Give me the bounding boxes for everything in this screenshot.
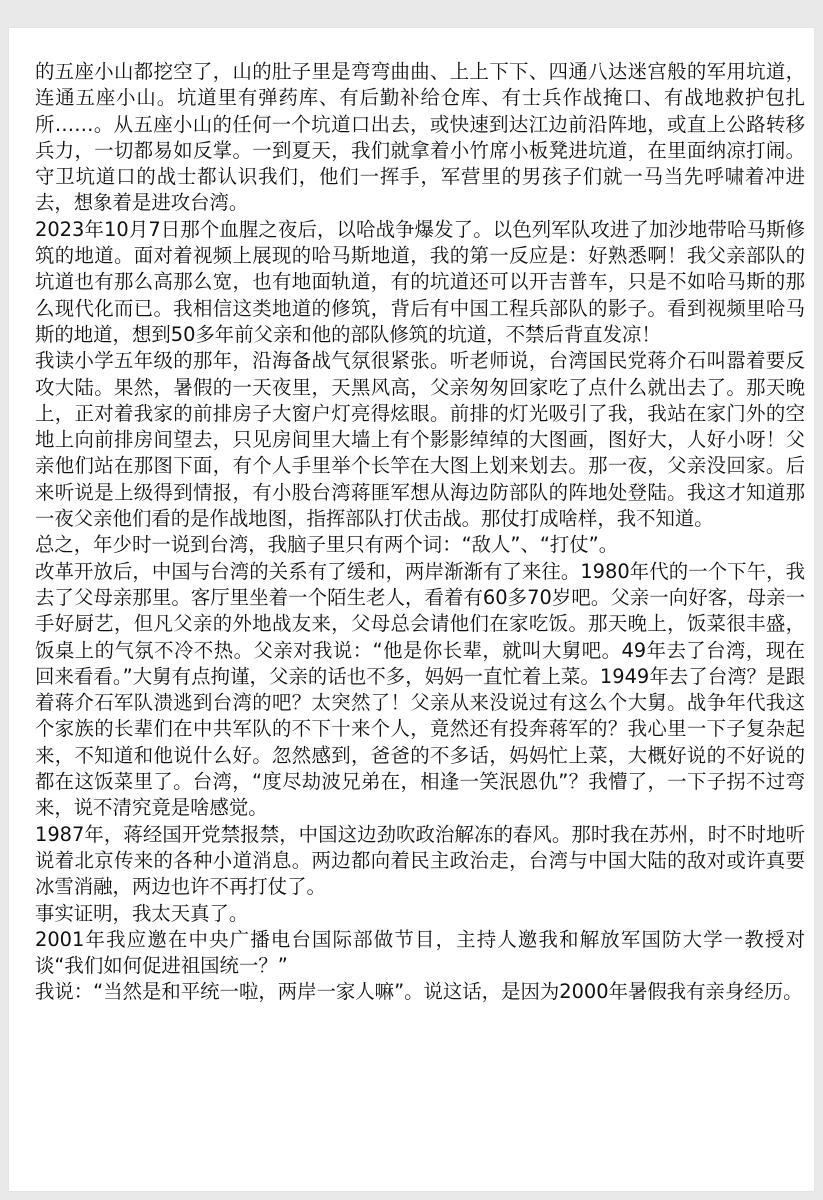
document-page (9, 28, 814, 1191)
paragraph-naive: 事实证明，我太天真了。 (35, 901, 249, 925)
paragraph-war-preparation: 我读小学五年级的那年，沿海备战气氛很紧张。听老师说，台湾国民党蒋介石叫嚣着要反攻大陆。果然，暑假的一天夜里，天黑风高，父亲匆匆回家吃了点什么就出去了。那天晚上，正对着我家的前排房子大窗户灯亮得炫眼。前排的灯光吸引了我，我站在家门外的空地上向前排房间望去，只见房间里大墙上有个影影绰绰的大图画，图好大，人好小呀！父亲他们站在那图下面，有个人手里举个长竿在大图上划来划去。那一夜，父亲没回家。后来听说是上级得到情报，有小股台湾蒋匪军想从海边防部队的阵地处登陆。我这才知道那一夜父亲他们看的是作战地图，指挥部队打伏击战。那仗打成啥样，我不知道。 (35, 349, 805, 531)
paragraph-2001-broadcast: 2001年我应邀在中央广播电台国际部做节目，主持人邀我和解放军国防大学一教授对谈“我们如何促进祖国统一？” (35, 927, 805, 978)
paragraph-peaceful-reunification: 我说：“当然是和平统一啦，两岸一家人嘛”。说这话，是因为2000年暑假我有亲身经历。 (35, 980, 803, 1004)
paragraph-two-words: 总之，年少时一说到台湾，我脑子里只有两个词：“敌人”、“打仗”。 (35, 533, 619, 557)
paragraph-hamas-tunnels: 2023年10月7日那个血腥之夜后，以哈战争爆发了。以色列军队攻进了加沙地带哈马斯修筑的地道。面对着视频上展现的哈马斯地道，我的第一反应是：好熟悉啊！我父亲部队的坑道也有那么高那么宽，也有地面轨道，有的坑道还可以开吉普车，只是不如哈马斯的那么现代化而已。我相信这类地道的修筑，背后有中国工程兵部队的影子。看到视频里哈马斯的地道，想到50多年前父亲和他的部队修筑的坑道，不禁后背直发凉！ (35, 217, 805, 346)
paragraph-1987: 1987年，蒋经国开党禁报禁，中国这边劲吹政治解冻的春风。那时我在苏州，时不时地听说着北京传来的各种小道消息。两边都向着民主政治走，台湾与中国大陆的敌对或许真要冰雪消融，两边也许不再打仗了。 (35, 822, 805, 899)
article-body (35, 59, 805, 1006)
paragraph-tunnels: 的五座小山都挖空了，山的肚子里是弯弯曲曲、上上下下、四通八达迷宫般的军用坑道，连通五座小山。坑道里有弹药库、有后勤补给仓库、有士兵作战掩口、有战地救护包扎所……。从五座小山的任何一个坑道口出去，或快速到达江边前沿阵地，或直上公路转移兵力，一切都易如反掌。一到夏天，我们就拿着小竹席小板凳进坑道，在里面纳凉打闹。守卫坑道口的战士都认识我们，他们一挥手，军营里的男孩子们就一马当先呼啸着冲进去，想象着是进攻台湾。 (35, 60, 805, 215)
paragraph-uncle: 改革开放后，中国与台湾的关系有了缓和，两岸渐渐有了来往。1980年代的一个下午，我去了父母亲那里。客厅里坐着一个陌生老人，看着有60多70岁吧。父亲一向好客，母亲一手好厨艺，但凡父亲的外地战友来，父母总会请他们在家吃饭。那天晚上，饭菜很丰盛，饭桌上的气氛不冷不热。父亲对我说：“他是你长辈，就叫大舅吧。49年去了台湾，现在回来看看。”大舅有点拘谨，父亲的话也不多，妈妈一直忙着上菜。1949年去了台湾？是跟着蒋介石军队溃逃到台湾的吧？太突然了！父亲从来没说过有这么个大舅。战争年代我这个家族的长辈们在中共军队的不下十来个人，竟然还有投奔蒋军的？我心里一下子复杂起来，不知道和他说什么好。忽然感到，爸爸的不多话，妈妈忙上菜，大概好说的不好说的都在这饭菜里了。台湾，“度尽劫波兄弟在，相逢一笑泯恩仇”？我懵了，一下子拐不过弯来，说不清究竟是啥感觉。 (35, 559, 805, 820)
